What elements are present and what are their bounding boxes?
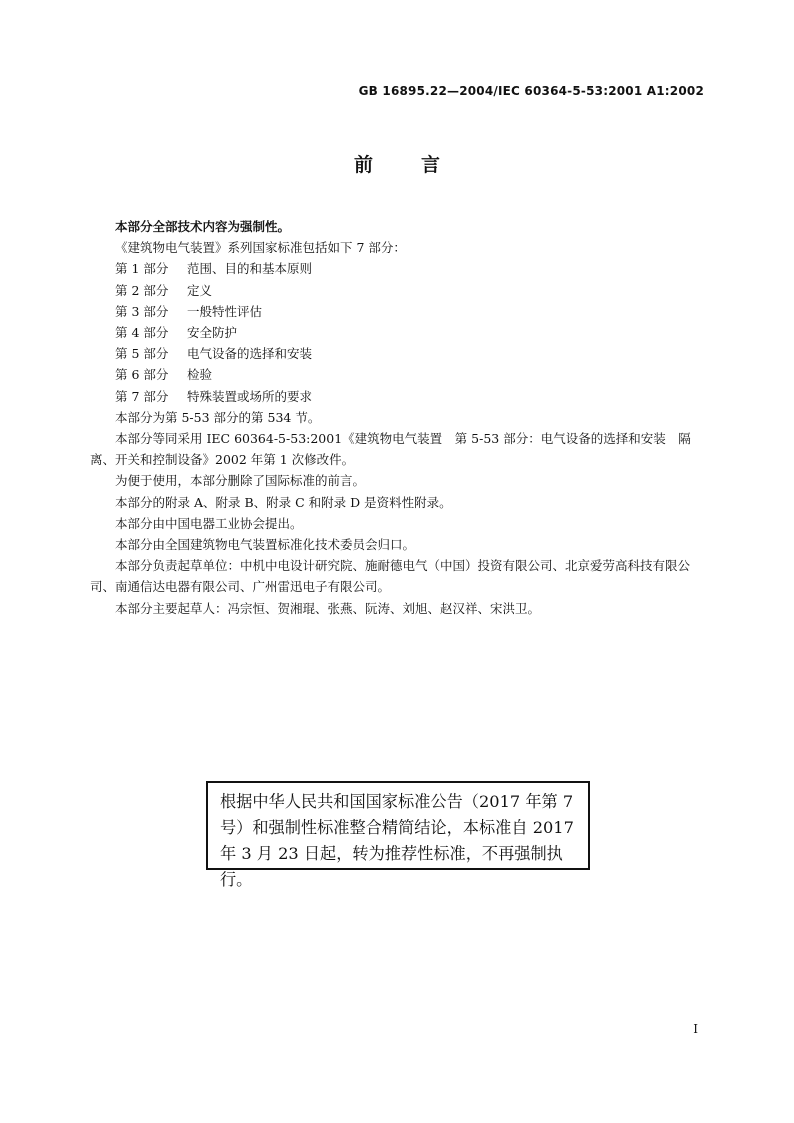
list-item [90, 258, 706, 279]
paragraph-annexes: 本部分的附录 A、附录 B、附录 C 和附录 D 是资料性附录。 [115, 494, 452, 510]
paragraph-adoption: 本部分等同采用 IEC 60364-5-53:2001《建筑物电气装置 第 5-53 部分：电气设备的选择和安装 隔离、开关和控制设备》2002 年第 1 次修改件。 [90, 431, 691, 468]
list-item [90, 280, 706, 301]
page-number: I [693, 1022, 698, 1036]
paragraph-foreword-removed: 为便于使用，本部分删除了国际标准的前言。 [115, 473, 366, 489]
part-name: 电气设备的选择和安装 [187, 346, 313, 362]
part-number: 第 5 部分 [115, 346, 169, 362]
foreword-body [90, 216, 706, 619]
list-item [90, 301, 706, 322]
part-name: 特殊装置或场所的要求 [187, 388, 313, 404]
part-number: 第 7 部分 [115, 388, 169, 404]
list-item [90, 343, 706, 364]
list-item [90, 364, 706, 385]
part-number: 第 3 部分 [115, 303, 169, 319]
paragraph-mandatory: 本部分全部技术内容为强制性。 [115, 219, 291, 234]
list-item [90, 386, 706, 407]
part-number: 第 6 部分 [115, 367, 169, 383]
paragraph-section: 本部分为第 5-53 部分的第 534 节。 [115, 409, 321, 425]
page-title: 前言 [353, 154, 488, 176]
notice-box: 根据中华人民共和国国家标准公告（2017 年第 7 号）和强制性标准整合精简结论，本标准自 2017 年 3 月 23 日起，转为推荐性标准，不再强制执行。 [206, 781, 590, 870]
paragraph-committee: 本部分由全国建筑物电气装置标准化技术委员会归口。 [115, 537, 416, 553]
part-name: 范围、目的和基本原则 [187, 261, 313, 277]
part-number: 第 1 部分 [115, 261, 169, 277]
part-number: 第 2 部分 [115, 282, 169, 298]
part-number: 第 4 部分 [115, 325, 169, 341]
part-name: 安全防护 [187, 325, 238, 341]
paragraph-series: 《建筑物电气装置》系列国家标准包括如下 7 部分： [115, 240, 406, 256]
paragraph-proposed-by: 本部分由中国电器工业协会提出。 [115, 515, 303, 531]
paragraph-drafting-units: 本部分负责起草单位：中机中电设计研究院、施耐德电气（中国）投资有限公司、北京爱劳高科技有限公司、南通信达电器有限公司、广州雷迅电子有限公司。 [90, 558, 691, 595]
parts-list [90, 258, 706, 406]
standard-code: GB 16895.22—2004/IEC 60364-5-53:2001 A1:2002 [358, 84, 704, 98]
list-item [90, 322, 706, 343]
part-name: 定义 [187, 282, 213, 298]
part-name: 一般特性评估 [187, 303, 263, 319]
paragraph-drafters: 本部分主要起草人：冯宗恒、贺湘琨、张燕、阮涛、刘旭、赵汉祥、宋洪卫。 [115, 600, 541, 616]
part-name: 检验 [187, 367, 213, 383]
